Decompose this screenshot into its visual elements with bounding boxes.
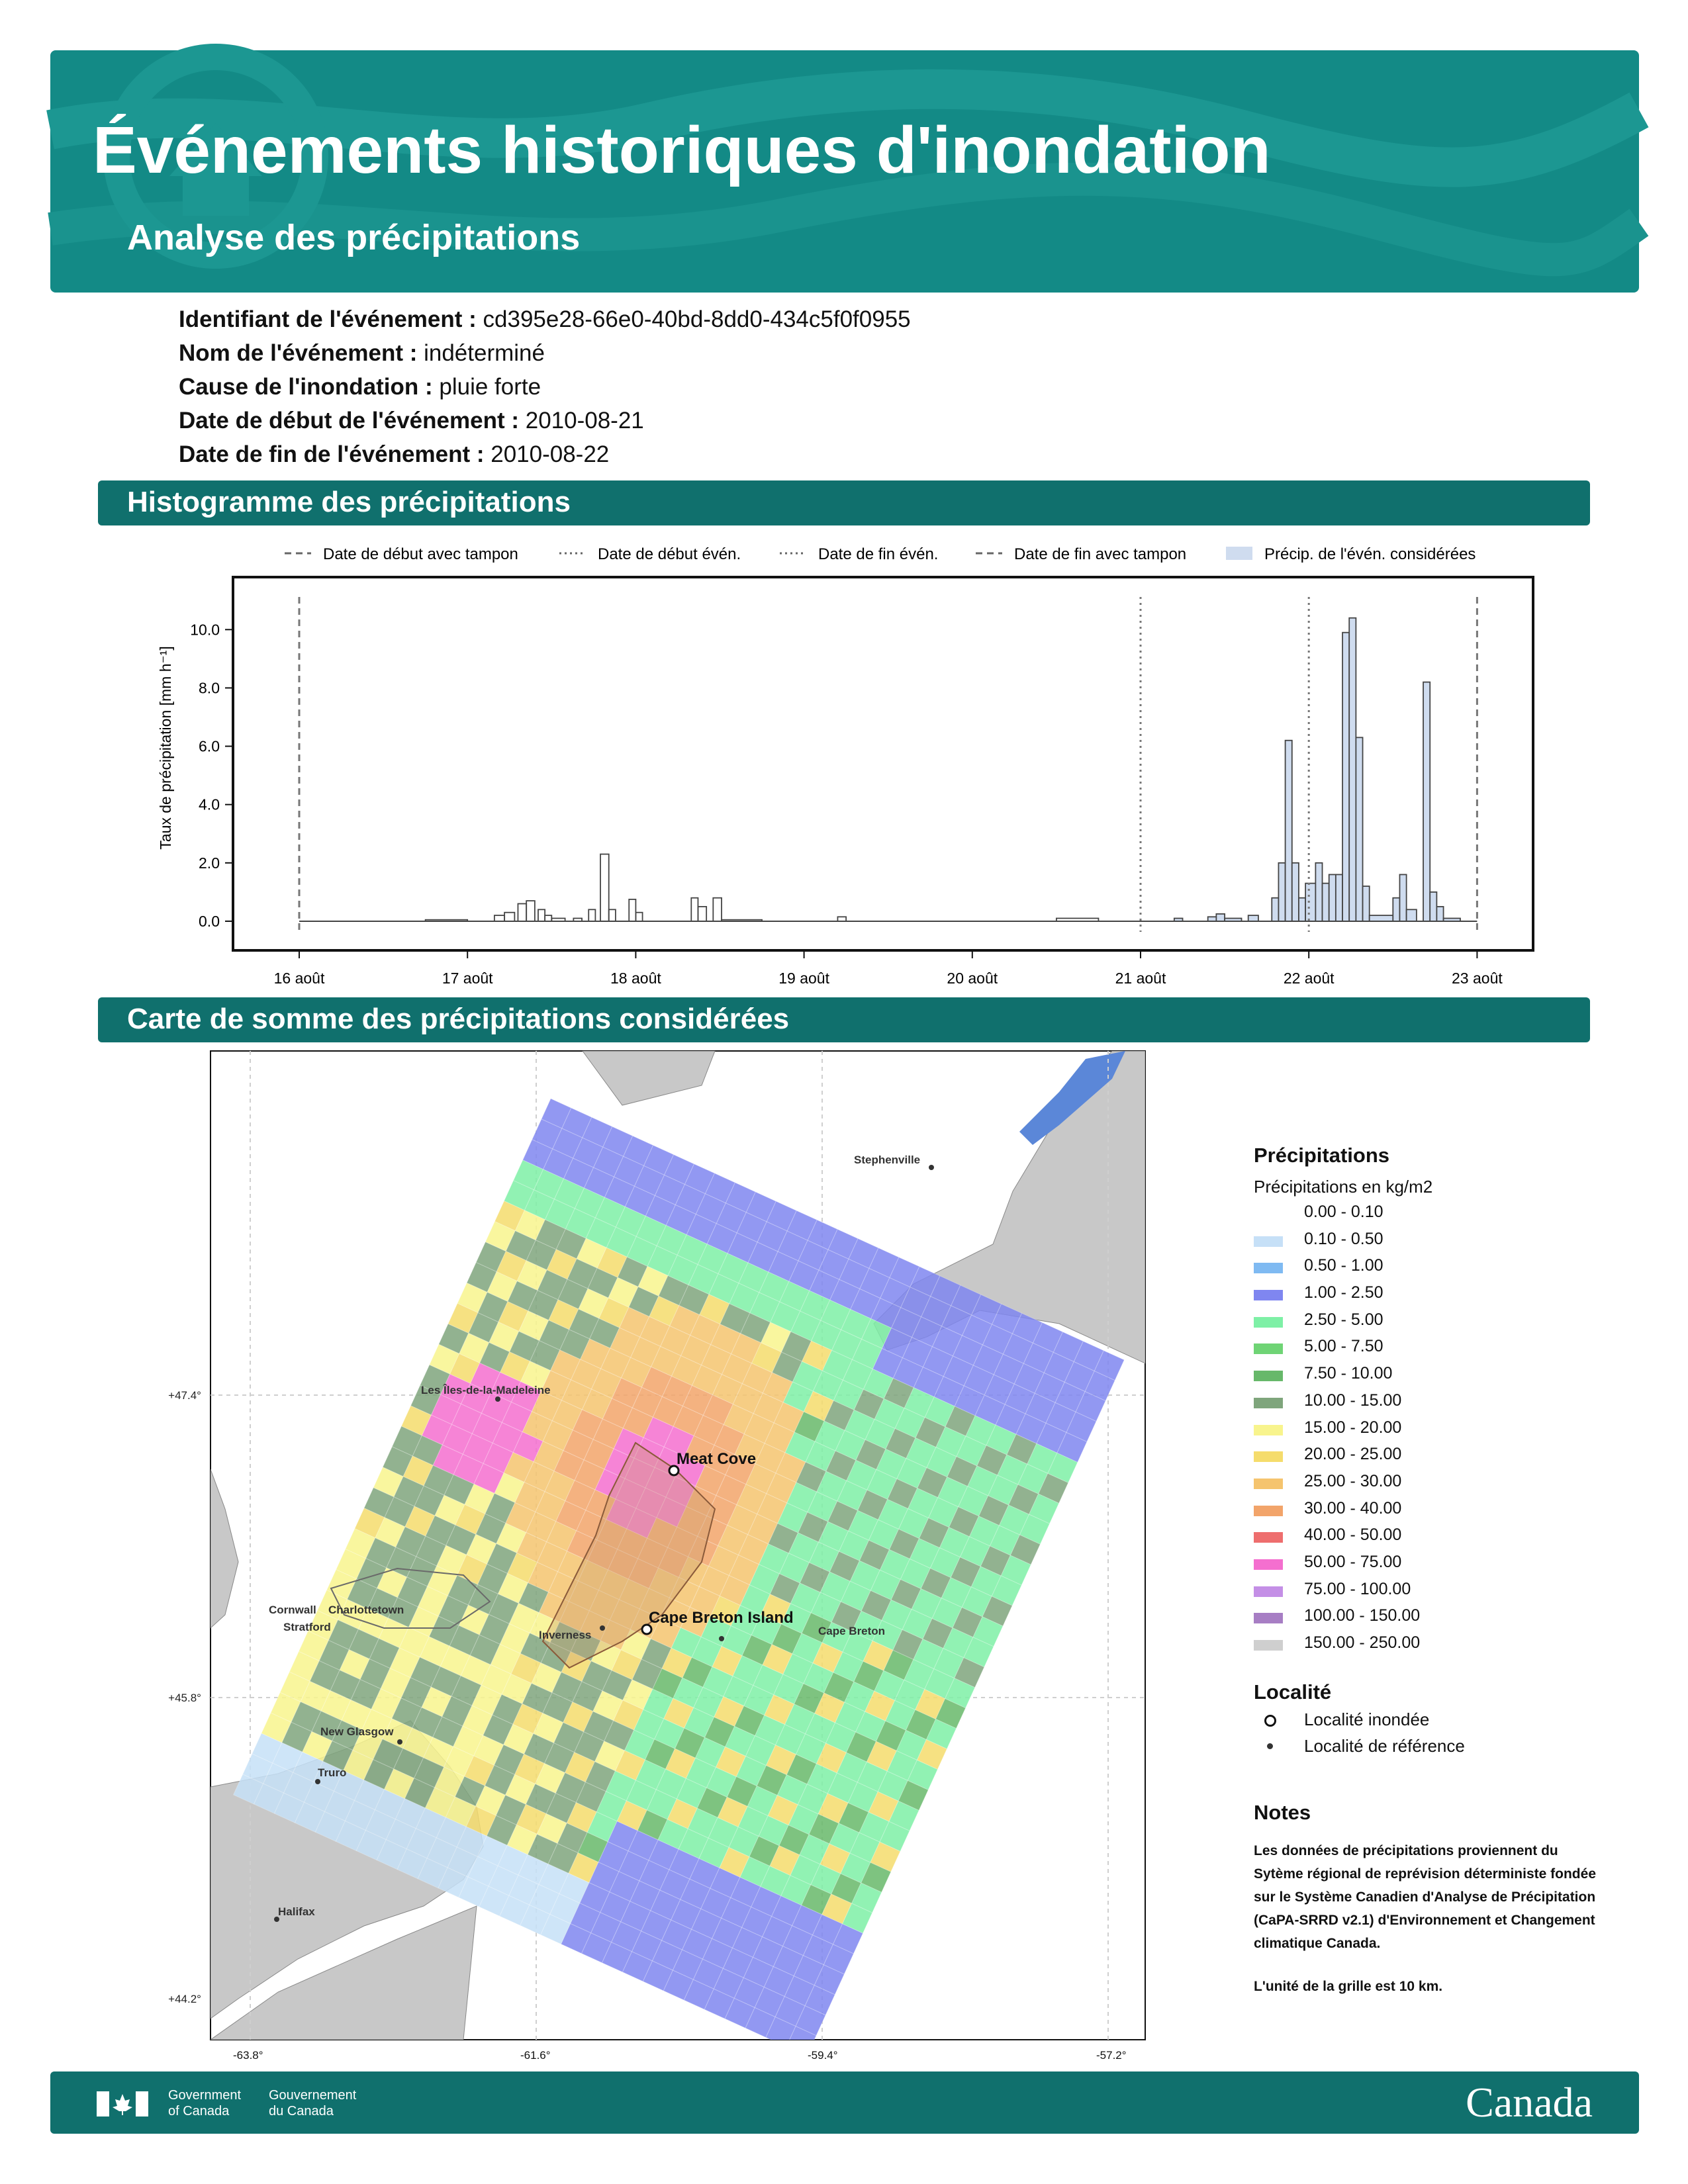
histogram-bar — [1363, 886, 1370, 921]
legend-event-precip-label: Précip. de l'évén. considérées — [1264, 545, 1476, 563]
place-meat-cove: Meat Cove — [677, 1450, 757, 1468]
precip-class-swatch — [1254, 1613, 1283, 1623]
cape-breton-marker — [719, 1636, 724, 1641]
histogram-bar — [1349, 618, 1356, 921]
map-lon-label-4: -57.2° — [1096, 2049, 1127, 2062]
notes-title: Notes — [1254, 1800, 1311, 1824]
histogram-x-tick-label: 21 août — [1115, 970, 1166, 987]
precip-class-row — [1254, 1364, 1598, 1391]
precip-legend-title: Précipitations — [1254, 1144, 1389, 1167]
event-end-row — [179, 441, 609, 468]
histogram-y-tick-label: 4.0 — [199, 796, 220, 813]
gov-en-2: of Canada — [168, 2104, 230, 2118]
truro-marker — [315, 1779, 320, 1784]
inverness-marker — [600, 1625, 605, 1631]
flood-locality-label: Localité inondée — [1304, 1709, 1430, 1729]
histogram-y-tick-label: 2.0 — [199, 854, 220, 872]
histogram-bar — [1292, 863, 1299, 921]
histogram-bar — [1272, 898, 1278, 921]
precip-class-swatch — [1254, 1425, 1283, 1435]
place-truro: Truro — [318, 1766, 347, 1779]
precip-class-row — [1254, 1633, 1598, 1661]
precipitation-map — [168, 1046, 1165, 2052]
precip-class-swatch — [1254, 1209, 1283, 1220]
map-lat-label-2: +45.8° — [168, 1692, 201, 1704]
precip-class-swatch — [1254, 1263, 1283, 1273]
histogram-bar — [1393, 898, 1399, 921]
precip-class-row — [1254, 1337, 1598, 1364]
histogram-x-tick-label: 16 août — [273, 970, 325, 987]
event-end-label: Date de fin de l'événement : — [179, 441, 485, 467]
precip-class-row — [1254, 1283, 1598, 1310]
histogram-x-tick-label: 18 août — [610, 970, 661, 987]
precip-class-swatch — [1254, 1559, 1283, 1570]
precip-class-swatch — [1254, 1343, 1283, 1354]
precip-class-label: 20.00 - 25.00 — [1304, 1445, 1402, 1464]
place-charlottetown: Charlottetown — [328, 1604, 404, 1616]
histogram-section-header — [98, 480, 1590, 525]
locality-legend-title: Localité — [1254, 1680, 1332, 1704]
event-name-value: indéterminé — [424, 340, 545, 366]
precip-class-swatch — [1254, 1479, 1283, 1489]
legend-buffer-start-label: Date de début avec tampon — [323, 545, 518, 563]
place-new-glasgow: New Glasgow — [320, 1725, 394, 1738]
event-cause-label: Cause de l'inondation : — [179, 374, 433, 400]
precip-class-row — [1254, 1256, 1598, 1283]
precip-class-swatch — [1254, 1506, 1283, 1516]
precip-class-label: 7.50 - 10.00 — [1304, 1364, 1393, 1383]
precip-class-row — [1254, 1580, 1598, 1607]
canada-wordmark: Canada — [1466, 2079, 1593, 2126]
precip-class-swatch — [1254, 1451, 1283, 1462]
notes-text: Les données de précipitations proviennent du Sytème régional de reprévision déterministe fondée sur le Système Canadien d'Analyse de Précipitation (CaPA-SRRD v2.1) d'Environnement et Changement climatique Canada. — [1254, 1843, 1596, 1951]
precip-class-row — [1254, 1391, 1598, 1418]
legend-event-end-label: Date de fin évén. — [818, 545, 939, 563]
map-lon-label-2: -61.6° — [520, 2049, 551, 2062]
event-id-row — [179, 306, 911, 333]
map-legend — [1254, 1144, 1598, 1995]
ref-locality-icon — [1267, 1743, 1273, 1749]
histogram-bar — [1323, 884, 1329, 921]
map-lat-label-1: +47.4° — [168, 1389, 201, 1402]
map-section-header — [98, 997, 1590, 1042]
precip-class-label: 0.10 - 0.50 — [1304, 1229, 1383, 1248]
gov-fr-2: du Canada — [269, 2104, 334, 2118]
precip-class-swatch — [1254, 1371, 1283, 1381]
precip-class-row — [1254, 1472, 1598, 1499]
histogram-bar — [1356, 737, 1362, 921]
precip-class-label: 0.00 - 0.10 — [1304, 1203, 1383, 1221]
event-start-label: Date de début de l'événement : — [179, 408, 519, 433]
new-glasgow-marker — [397, 1739, 402, 1745]
histogram-x-tick-label: 22 août — [1283, 970, 1335, 987]
page-title: Événements historiques d'inondation — [93, 113, 1271, 187]
place-stratford: Stratford — [283, 1621, 331, 1633]
notes-grid-unit: L'unité de la grille est 10 km. — [1254, 1978, 1443, 1994]
event-name-row — [179, 340, 545, 367]
precip-class-row — [1254, 1606, 1598, 1633]
histogram-bar — [1407, 909, 1417, 921]
histogram-bar — [1423, 682, 1430, 921]
legend-buffer-end-label: Date de fin avec tampon — [1014, 545, 1187, 563]
histogram-y-tick-label: 6.0 — [199, 737, 220, 755]
place-cape-breton-island: Cape Breton Island — [649, 1609, 794, 1627]
histogram-y-axis-label: Taux de précipitation [mm h⁻¹] — [157, 646, 174, 850]
map-section-title: Carte de somme des précipitations considérées — [127, 1003, 790, 1035]
precip-class-label: 10.00 - 15.00 — [1304, 1390, 1402, 1410]
histogram-bar — [1299, 898, 1305, 921]
histogram-x-tick-label: 19 août — [778, 970, 829, 987]
precip-class-label: 5.00 - 7.50 — [1304, 1337, 1383, 1356]
precip-class-swatch — [1254, 1317, 1283, 1328]
histogram-bar — [1286, 741, 1292, 921]
event-start-value: 2010-08-21 — [525, 408, 644, 433]
precip-class-swatch — [1254, 1398, 1283, 1408]
place-inverness: Inverness — [539, 1629, 592, 1641]
histogram-y-tick-label: 8.0 — [199, 679, 220, 697]
page-subtitle: Analyse des précipitations — [127, 218, 581, 257]
histogram-plot-area — [190, 577, 1533, 987]
precip-class-label: 15.00 - 20.00 — [1304, 1418, 1402, 1437]
precip-class-label: 1.00 - 2.50 — [1304, 1283, 1383, 1302]
precip-class-label: 150.00 - 250.00 — [1304, 1633, 1421, 1652]
precip-class-label: 40.00 - 50.00 — [1304, 1525, 1402, 1545]
place-stephenville: Stephenville — [854, 1154, 921, 1166]
precip-class-swatch — [1254, 1532, 1283, 1543]
histogram-section-title: Histogramme des précipitations — [127, 486, 571, 518]
precip-class-label: 30.00 - 40.00 — [1304, 1498, 1402, 1518]
event-id-value: cd395e28-66e0-40bd-8dd0-434c5f0f0955 — [483, 306, 911, 332]
locality-flood-row — [1254, 1709, 1598, 1736]
map-lon-label-1: -63.8° — [233, 2049, 263, 2062]
precip-class-row — [1254, 1553, 1598, 1580]
precip-class-list — [1254, 1203, 1598, 1661]
histogram-bar — [1216, 914, 1225, 921]
legend-event-precip-swatch — [1226, 547, 1252, 560]
histogram-bar — [1430, 892, 1436, 921]
locality-ref-row — [1254, 1736, 1598, 1762]
precip-class-label: 100.00 - 150.00 — [1304, 1606, 1421, 1625]
event-cause-row — [179, 374, 541, 400]
histogram-bar — [1336, 874, 1342, 921]
histogram-bar — [1399, 874, 1406, 921]
histogram-x-tick-label: 17 août — [442, 970, 493, 987]
histogram-x-tick-label: 20 août — [947, 970, 998, 987]
gov-fr-1: Gouvernement — [269, 2088, 357, 2103]
event-cause-value: pluie forte — [439, 374, 541, 400]
precip-class-swatch — [1254, 1290, 1283, 1300]
place-madeleine: Les Îles-de-la-Madeleine — [421, 1384, 551, 1396]
precip-class-row — [1254, 1525, 1598, 1553]
histogram-y-tick-label: 10.0 — [190, 621, 220, 639]
histogram-bar — [1278, 863, 1285, 921]
precip-class-label: 50.00 - 75.00 — [1304, 1552, 1402, 1571]
precip-class-label: 2.50 - 5.00 — [1304, 1310, 1383, 1329]
event-end-value: 2010-08-22 — [491, 441, 610, 467]
flood-locality-icon — [1264, 1715, 1276, 1727]
precip-class-row — [1254, 1418, 1598, 1445]
stephenville-marker — [929, 1165, 934, 1170]
place-cornwall: Cornwall — [269, 1604, 316, 1616]
histogram-legend — [285, 545, 1476, 563]
event-start-row — [179, 408, 644, 434]
precip-class-swatch — [1254, 1586, 1283, 1597]
histogram-bar — [1436, 907, 1443, 921]
map-lon-labels — [199, 2049, 1165, 2065]
legend-event-start-label: Date de début évén. — [598, 545, 741, 563]
precip-class-row — [1254, 1203, 1598, 1230]
ref-locality-label: Localité de référence — [1304, 1735, 1465, 1756]
histogram-bar — [1342, 633, 1349, 921]
place-cape-breton: Cape Breton — [818, 1625, 886, 1637]
histogram-y-tick-label: 0.0 — [199, 912, 220, 930]
precip-class-label: 25.00 - 30.00 — [1304, 1471, 1402, 1490]
histogram-bar — [1248, 915, 1258, 921]
footer — [50, 2071, 1639, 2134]
precip-class-row — [1254, 1499, 1598, 1526]
place-halifax: Halifax — [278, 1905, 315, 1918]
histogram-bar — [1370, 915, 1393, 921]
precip-class-label: 0.50 - 1.00 — [1304, 1256, 1383, 1275]
histogram-bar — [1305, 884, 1315, 921]
event-id-label: Identifiant de l'événement : — [179, 306, 477, 332]
map-lon-label-3: -59.4° — [808, 2049, 838, 2062]
precip-class-row — [1254, 1310, 1598, 1338]
histogram-bar — [1329, 874, 1336, 921]
precip-class-swatch — [1254, 1640, 1283, 1651]
precip-legend-subtitle: Précipitations en kg/m2 — [1254, 1177, 1433, 1197]
precip-class-row — [1254, 1445, 1598, 1472]
precip-class-label: 75.00 - 100.00 — [1304, 1579, 1411, 1598]
map-lat-label-3: +44.2° — [168, 1993, 201, 2005]
precipitation-histogram — [0, 529, 1688, 993]
gov-en-1: Government — [168, 2088, 242, 2103]
histogram-x-tick-label: 23 août — [1452, 970, 1503, 987]
precip-class-swatch — [1254, 1236, 1283, 1247]
event-name-label: Nom de l'événement : — [179, 340, 418, 366]
canada-flag-icon — [97, 2091, 148, 2116]
precip-class-row — [1254, 1230, 1598, 1257]
histogram-bar — [1315, 863, 1322, 921]
madeleine-marker — [495, 1396, 500, 1402]
